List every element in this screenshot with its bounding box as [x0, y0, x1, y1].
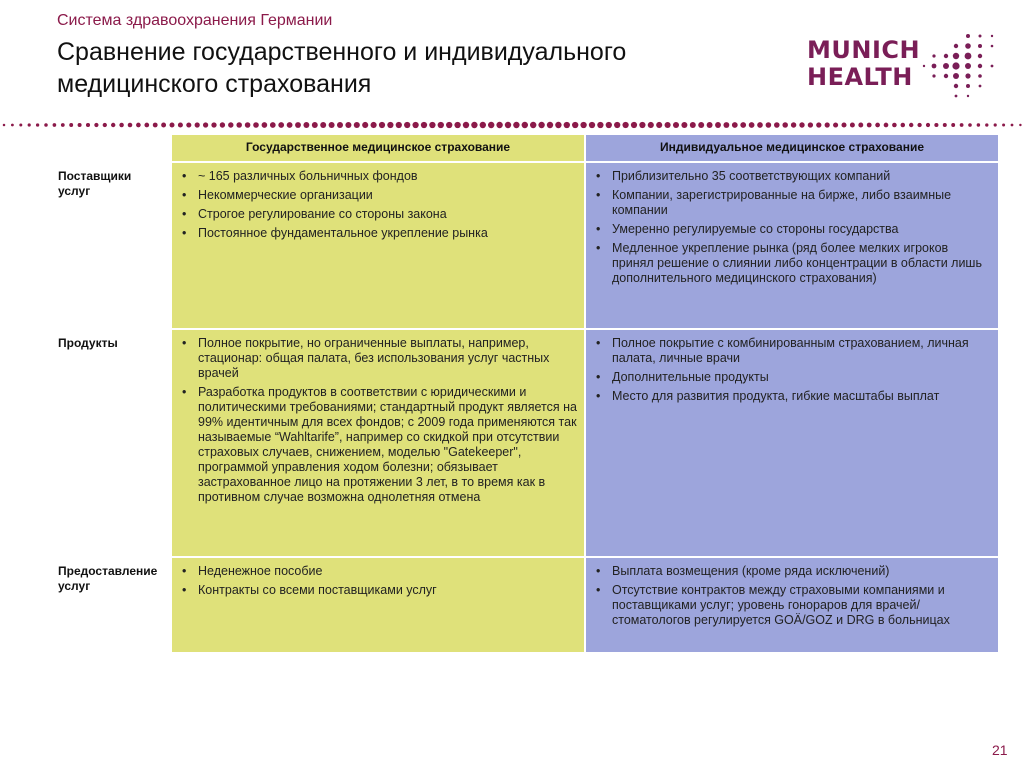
divider-dot	[211, 122, 216, 127]
divider-dot	[236, 122, 242, 128]
divider-dot	[681, 122, 687, 128]
logo-line-2: HEALTH	[807, 63, 913, 91]
divider-dot	[622, 122, 628, 128]
table-header-row	[51, 134, 999, 162]
divider-dot	[161, 123, 166, 128]
divider-dot	[496, 122, 502, 128]
divider-dot	[262, 122, 268, 128]
page-title-line-1: Сравнение государственного и индивидуального	[57, 38, 627, 66]
divider-dot	[278, 122, 284, 128]
divider-dot	[396, 122, 402, 128]
divider-dot	[723, 122, 729, 128]
divider-dot	[153, 123, 158, 128]
divider-dot	[875, 123, 880, 128]
divider-dot	[757, 122, 763, 128]
divider-dot	[732, 122, 738, 128]
divider-dot	[580, 122, 586, 128]
divider-dot	[463, 122, 469, 128]
divider-dot	[1019, 124, 1021, 126]
divider-dot	[270, 122, 276, 128]
header-private-insurance: Индивидуальное медицинское страхование	[585, 134, 999, 162]
divider-dot	[960, 123, 964, 127]
divider-dot	[412, 122, 418, 128]
divider-dot	[28, 123, 31, 126]
divider-dot	[631, 122, 637, 128]
list-item: • Полное покрытие с комбинированным страхованием, личная палата, личные врачи	[612, 336, 992, 366]
divider-dot	[799, 122, 804, 127]
list-item: • Приблизительно 35 соответствующих компаний	[612, 169, 992, 184]
divider-dot	[597, 122, 603, 128]
divider-dot	[178, 122, 183, 127]
page-title-line-2: медицинского страхования	[57, 70, 372, 98]
divider-dot	[253, 122, 259, 128]
divider-dot	[985, 123, 988, 126]
section-kicker: Система здравоохранения Германии	[57, 12, 333, 29]
divider-dot	[53, 123, 57, 127]
divider-dot	[825, 122, 830, 127]
divider-dot	[707, 122, 713, 128]
list-item: • Полное покрытие, но ограниченные выплаты, например, стационар: общая палата, без использования услуг частных врачей	[198, 336, 578, 381]
table-row	[51, 329, 999, 557]
list-item: • Неденежное пособие	[198, 564, 578, 579]
divider-dot	[1011, 124, 1014, 127]
divider-dot	[833, 122, 838, 127]
divider-dot	[295, 122, 301, 128]
divider-dot	[170, 123, 175, 128]
divider-dot	[673, 122, 679, 128]
divider-dot	[61, 123, 65, 127]
divider-dot	[884, 123, 889, 128]
divider-dot	[78, 123, 82, 127]
divider-dot	[934, 123, 938, 127]
divider-dot	[203, 122, 208, 127]
divider-dot	[19, 124, 22, 127]
divider-dot	[555, 122, 561, 128]
list-item: • Контракты со всеми поставщиками услуг	[198, 583, 578, 598]
divider-dot	[917, 123, 921, 127]
divider-dot	[136, 123, 141, 128]
divider-dot	[186, 122, 191, 127]
divider-dot	[421, 122, 427, 128]
divider-dot	[287, 122, 293, 128]
divider-dot	[320, 122, 326, 128]
divider-dot	[69, 123, 73, 127]
divider-dot	[337, 122, 343, 128]
divider-dot	[438, 122, 444, 128]
divider-dot	[94, 123, 98, 127]
list-item: • Разработка продуктов в соответствии с юридическими и политическими требованиями; стандартный продукт является на 99% идентичным для всех фондов; с 2009 года применяются так называемые “Wahltarife”, например со скидкой при отсутствии страховых случаев, снижением, моделью "Gatekeeper", программой управления ходом болезни; обязывает застрахованное лицо на протяжении 3 лет, в то время как в противном случае возможна однолетняя отмена	[198, 385, 578, 505]
divider-dot	[648, 122, 654, 128]
divider-dot	[892, 123, 897, 128]
divider-dot	[220, 122, 225, 127]
row-label-products: Продукты	[51, 329, 171, 557]
cell-government-products	[171, 329, 585, 557]
divider-dot	[698, 122, 704, 128]
page-title	[57, 36, 757, 100]
divider-dot	[639, 122, 645, 128]
list-item: • Умеренно регулируемые со стороны государства	[612, 222, 992, 237]
divider-dot	[505, 122, 511, 128]
list-item: • Дополнительные продукты	[612, 370, 992, 385]
list-item: • Постоянное фундаментальное укрепление рынка	[198, 226, 578, 241]
divider-dot	[774, 122, 780, 128]
divider-dot	[606, 122, 612, 128]
divider-dot	[589, 122, 595, 128]
list-item: • Отсутствие контрактов между страховыми компаниями и поставщиками услуг; уровень гонораров для врачей/стоматологов регулируется GOÄ/GOZ и DRG в больницах	[612, 583, 992, 628]
divider-dot	[791, 122, 796, 127]
divider-dot	[909, 123, 913, 127]
divider-dot	[926, 123, 930, 127]
cell-private-providers	[585, 162, 999, 329]
divider-dot	[538, 122, 544, 128]
cell-government-service-delivery	[171, 557, 585, 653]
divider-dot	[522, 122, 528, 128]
divider-dot	[312, 122, 318, 128]
divider-dot	[782, 122, 788, 128]
divider-dot	[111, 123, 115, 127]
divider-dot	[128, 123, 133, 128]
divider-dot	[951, 123, 955, 127]
divider-dot	[488, 122, 494, 128]
divider-dot	[303, 122, 309, 128]
divider-dot	[808, 122, 813, 127]
divider-dot	[547, 122, 553, 128]
list-item: • Компании, зарегистрированные на бирже, либо взаимные компании	[612, 188, 992, 218]
divider-dot	[119, 123, 124, 128]
divider-dot	[513, 122, 519, 128]
divider-dot	[379, 122, 385, 128]
divider-dot	[715, 122, 721, 128]
header-empty-cell	[51, 134, 171, 162]
row-label-service-delivery: Предоставление услуг	[51, 557, 171, 653]
divider-dot	[228, 122, 233, 127]
divider-dot	[841, 122, 846, 127]
divider-dot	[3, 124, 6, 127]
cell-private-service-delivery	[585, 557, 999, 653]
divider-dot	[86, 123, 90, 127]
divider-dot	[429, 122, 435, 128]
divider-dot	[404, 122, 410, 128]
divider-dot	[690, 122, 696, 128]
divider-dot	[354, 122, 360, 128]
list-item: • Некоммерческие организации	[198, 188, 578, 203]
divider-dot	[994, 123, 997, 126]
divider-dot	[572, 122, 578, 128]
divider-dot	[766, 122, 772, 128]
divider-dot	[329, 122, 335, 128]
divider-dot	[665, 122, 671, 128]
divider-dot	[245, 122, 251, 128]
list-item: • Место для развития продукта, гибкие масштабы выплат	[612, 389, 992, 404]
list-item: • Строгое регулирование со стороны закона	[198, 207, 578, 222]
divider-dot	[36, 123, 39, 126]
divider-dot	[471, 122, 477, 128]
divider-dot	[850, 123, 855, 128]
divider-dot	[564, 122, 570, 128]
divider-dot	[44, 123, 48, 127]
divider-dot	[943, 123, 947, 127]
divider-dot	[614, 122, 620, 128]
divider-dot	[968, 123, 972, 127]
list-item: • Выплата возмещения (кроме ряда исключений)	[612, 564, 992, 579]
page-number: 21	[992, 742, 1008, 758]
divider-dot	[11, 124, 14, 127]
divider-dot	[867, 123, 872, 128]
divider-dot	[977, 123, 980, 126]
divider-dot	[901, 123, 905, 127]
divider-dot	[446, 122, 452, 128]
divider-dot	[103, 123, 107, 127]
divider-dot	[816, 122, 821, 127]
row-label-providers: Поставщики услуг	[51, 162, 171, 329]
cell-government-providers	[171, 162, 585, 329]
divider-dot	[858, 123, 863, 128]
divider-dot	[530, 122, 536, 128]
divider-dot	[144, 123, 149, 128]
list-item: • ~ 165 различных больничных фондов	[198, 169, 578, 184]
comparison-table	[50, 133, 1000, 654]
header-government-insurance: Государственное медицинское страхование	[171, 134, 585, 162]
list-item: • Медленное укрепление рынка (ряд более мелких игроков принял решение о слиянии либо концентрации в области лишь дополнительного медицинского страхования)	[612, 241, 992, 286]
divider-dot	[345, 122, 351, 128]
divider-dot	[740, 122, 746, 128]
logo-line-1: MUNICH	[807, 36, 921, 64]
divider-dot	[656, 122, 662, 128]
munich-health-logo	[807, 37, 920, 91]
divider-dot	[1002, 124, 1005, 127]
divider-dot	[387, 122, 393, 128]
dotted-divider	[0, 118, 1024, 132]
logo-dot-cross-icon	[920, 32, 1000, 100]
table-row	[51, 557, 999, 653]
divider-dot	[480, 122, 486, 128]
divider-dot	[371, 122, 377, 128]
table-row	[51, 162, 999, 329]
divider-dot	[749, 122, 755, 128]
cell-private-products	[585, 329, 999, 557]
divider-dot	[362, 122, 368, 128]
divider-dot	[454, 122, 460, 128]
divider-dot	[195, 122, 200, 127]
